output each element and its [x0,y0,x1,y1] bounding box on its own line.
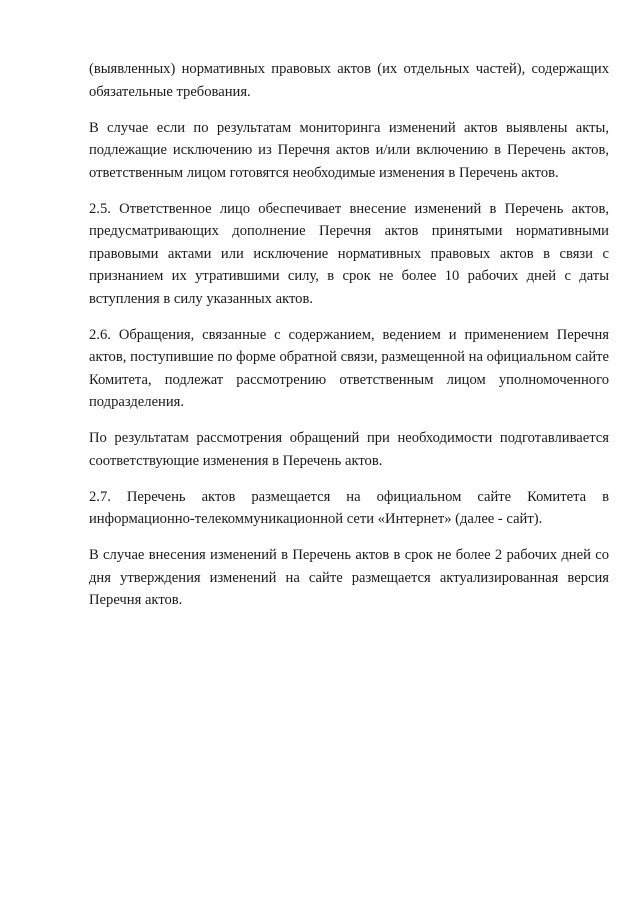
paragraph-continuation: (выявленных) нормативных правовых актов (их отдельных частей), содержащих обязательные требования. [89,61,609,100]
paragraph-updated-version: В случае внесения изменений в Перечень актов в срок не более 2 рабочих дней со дня утверждения изменений на сайте размещается актуализированная версия Перечня актов. [89,547,609,608]
paragraph-2-6: 2.6. Обращения, связанные с содержанием, ведением и применением Перечня актов, поступившие по форме обратной связи, размещенной на официальном сайте Комитета, подлежат рассмотрению ответственным лицом уполномоченного подразделения. [89,326,609,410]
document-body [89,58,609,625]
paragraph-2-5: 2.5. Ответственное лицо обеспечивает внесение изменений в Перечень актов, предусматривающих дополнение Перечня актов принятыми нормативными правовыми актами или исключение нормативных правовых актов в связи с признанием их утратившими силу, в срок не более 10 рабочих дней с даты вступления в силу указанных актов. [89,200,609,307]
paragraph-2-7: 2.7. Перечень актов размещается на официальном сайте Комитета в информационно-телекоммуникационной сети «Интернет» (далее - сайт). [89,488,609,527]
paragraph-review-results: По результатам рассмотрения обращений при необходимости подготавливается соответствующие изменения в Перечень актов. [89,430,609,469]
paragraph-monitoring-changes: В случае если по результатам мониторинга изменений актов выявлены акты, подлежащие исключению из Перечня актов и/или включению в Перечень актов, ответственным лицом готовятся необходимые изменения в Перечень актов. [89,119,609,181]
